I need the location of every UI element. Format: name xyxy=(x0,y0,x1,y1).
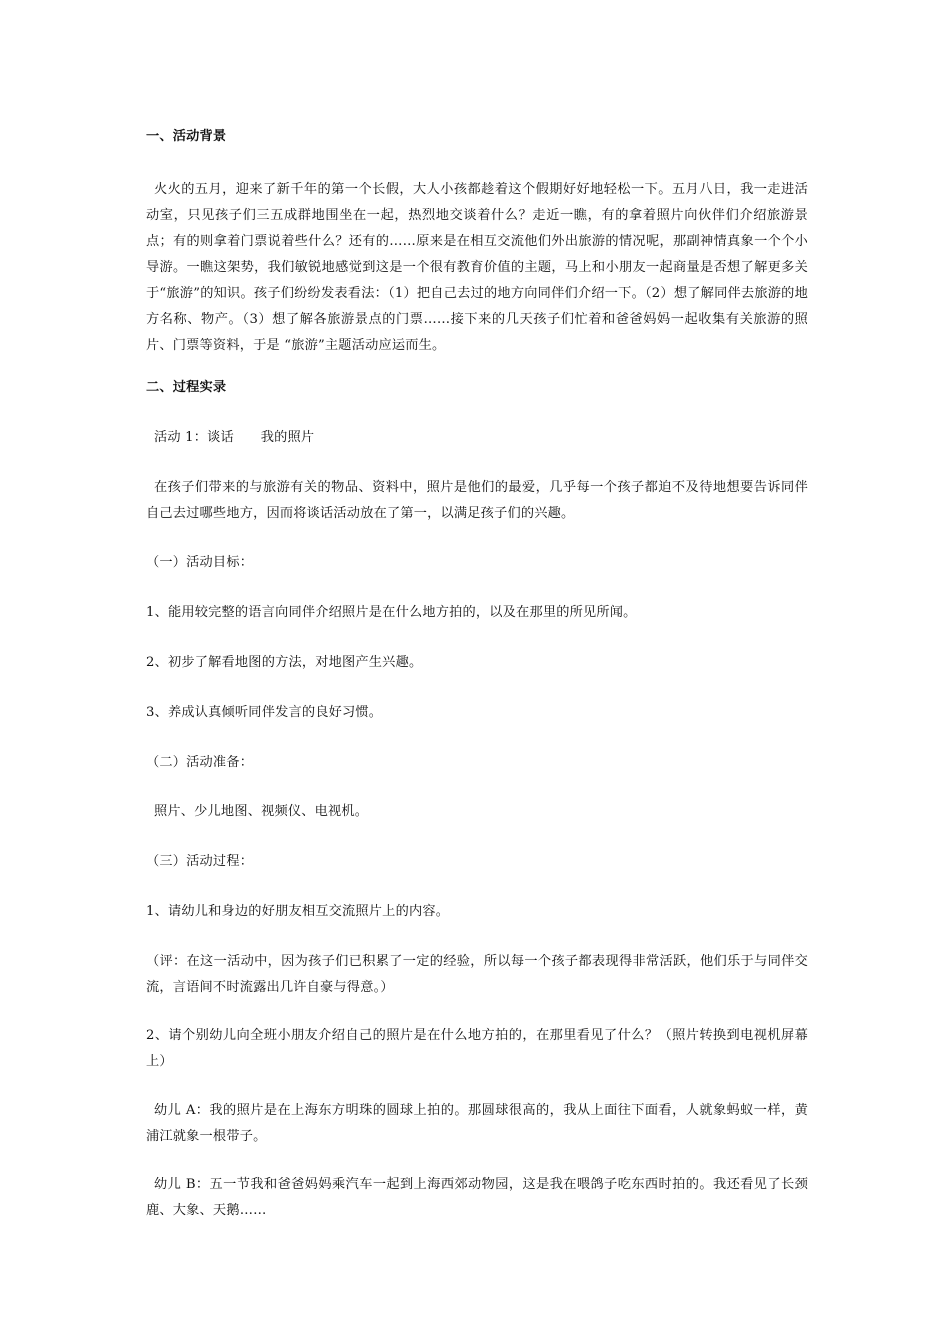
activity-intro-paragraph: 在孩子们带来的与旅游有关的物品、资料中，照片是他们的最爱，几乎每一个孩子都迫不及待地想要告诉同伴自己去过哪些地方，因而将谈话活动放在了第一，以满足孩子们的兴趣。 xyxy=(146,480,808,521)
child-b-paragraph: 幼儿 B：五一节我和爸爸妈妈乘汽车一起到上海西郊动物园，这是我在喂鸽子吃东西时拍的。我还看见了长颈鹿、大象、天鹅…… xyxy=(146,1177,808,1218)
goal-item: 2、初步了解看地图的方法，对地图产生兴趣。 xyxy=(146,655,423,670)
goal-item: 3、养成认真倾听同伴发言的良好习惯。 xyxy=(146,705,383,720)
goal-item: 1、能用较完整的语言向同伴介绍照片是在什么地方拍的，以及在那里的所见所闻。 xyxy=(146,605,637,620)
process-step: 1、请幼儿和身边的好朋友相互交流照片上的内容。 xyxy=(146,904,450,919)
prep-heading: （二）活动准备： xyxy=(146,755,254,770)
process-heading: （三）活动过程： xyxy=(146,854,254,869)
activity-title: 活动 1：谈话 我的照片 xyxy=(154,430,315,445)
background-paragraph: 火火的五月，迎来了新千年的第一个长假，大人小孩都趁着这个假期好好地轻松一下。五月八日，我一走进活动室，只见孩子们三五成群地围坐在一起，热烈地交谈着什么？走近一瞧，有的拿着照片向伙伴们介绍旅游景点；有的则拿着门票说着些什么？还有的……原来是在相互交流他们外出旅游的情况呢，那副神情真象一个个小导游。一瞧这架势，我们敏锐地感觉到这是一个很有教育价值的主题，马上和小朋友一起商量是否想了解更多关于“旅游”的知识。孩子们纷纷发表看法：（1）把自己去过的地方向同伴们介绍一下。（2）想了解同伴去旅游的地方名称、物产。（3）想了解各旅游景点的门票……接下来的几天孩子们忙着和爸爸妈妈一起收集有关旅游的照片、门票等资料，于是 “旅游”主题活动应运而生。 xyxy=(146,182,808,353)
section-heading-background: 一、活动背景 xyxy=(146,129,227,144)
goals-heading: （一）活动目标： xyxy=(146,555,254,570)
process-step: 2、请个别幼儿向全班小朋友介绍自己的照片是在什么地方拍的，在那里看见了什么？（照片转换到电视机屏幕上） xyxy=(146,1028,808,1069)
child-a-paragraph: 幼儿 A：我的照片是在上海东方明珠的圆球上拍的。那圆球很高的，我从上面往下面看，人就象蚂蚁一样，黄浦江就象一根带子。 xyxy=(146,1103,808,1144)
comment-paragraph: （评：在这一活动中，因为孩子们已积累了一定的经验，所以每一个孩子都表现得非常活跃，他们乐于与同伴交流，言语间不时流露出几许自豪与得意。） xyxy=(146,954,808,995)
prep-text: 照片、少儿地图、视频仪、电视机。 xyxy=(154,804,369,819)
section-heading-process: 二、过程实录 xyxy=(146,380,227,395)
